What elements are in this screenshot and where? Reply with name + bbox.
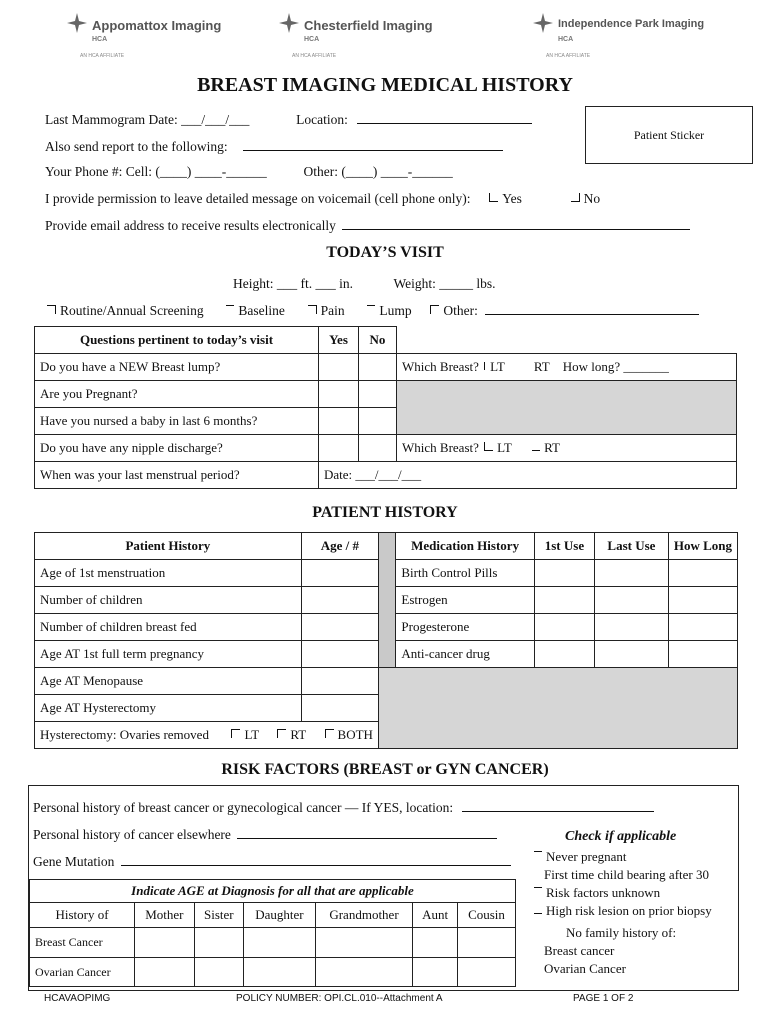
med-progesterone: Progesterone <box>396 614 534 641</box>
location-field[interactable] <box>357 111 532 124</box>
star-logo-icon <box>278 12 300 34</box>
personal-history-row <box>33 799 654 816</box>
rt-checkbox[interactable] <box>532 442 540 451</box>
ovarian-cancer-row-label: Ovarian Cancer <box>30 958 135 987</box>
sister-header: Sister <box>194 903 243 928</box>
phone-row <box>45 164 453 180</box>
no-header: No <box>359 327 397 354</box>
age-header: Age / # <box>301 533 378 560</box>
daughter-header: Daughter <box>243 903 315 928</box>
history-menstruation: Age of 1st menstruation <box>35 560 302 587</box>
also-send-row <box>45 138 503 155</box>
family-ovarian-cancer[interactable]: Ovarian Cancer <box>544 961 626 976</box>
height-field[interactable]: Height: ___ ft. ___ in. <box>233 276 353 291</box>
ovary-rt-checkbox[interactable] <box>277 729 286 738</box>
history-hysterectomy: Age AT Hysterectomy <box>35 695 302 722</box>
elsewhere-row <box>33 826 497 843</box>
yes-cell[interactable] <box>319 354 359 381</box>
other-phone-field[interactable]: Other: (____) ____-______ <box>303 164 453 179</box>
grandmother-header: Grandmother <box>315 903 412 928</box>
other-reason-field[interactable] <box>485 302 699 315</box>
star-logo-icon <box>66 12 88 34</box>
no-cell[interactable] <box>359 435 397 462</box>
no-cell[interactable] <box>359 381 397 408</box>
other-checkbox[interactable] <box>430 305 439 314</box>
todays-visit-heading: TODAY’S VISIT <box>326 244 444 261</box>
check-risk-unknown[interactable]: Risk factors unknown <box>532 884 712 902</box>
history-breast-fed: Number of children breast fed <box>35 614 302 641</box>
also-send-field[interactable] <box>243 138 503 151</box>
voicemail-permission-label: I provide permission to leave detailed message on voicemail (cell phone only): <box>45 191 471 206</box>
last-mammogram-row <box>45 111 532 128</box>
yes-cell[interactable] <box>319 408 359 435</box>
weight-field[interactable]: Weight: _____ lbs. <box>393 276 496 291</box>
no-checkbox[interactable] <box>571 193 580 202</box>
question-new-lump: Do you have a NEW Breast lump? <box>35 354 319 381</box>
question-nursed: Have you nursed a baby in last 6 months? <box>35 408 319 435</box>
yes-checkbox[interactable] <box>489 193 498 202</box>
history-first-pregnancy: Age AT 1st full term pregnancy <box>35 641 302 668</box>
footer-page: PAGE 1 OF 2 <box>573 993 634 1004</box>
cancer-location-field[interactable] <box>462 799 654 812</box>
lt-checkbox[interactable] <box>484 442 493 451</box>
no-cell[interactable] <box>359 408 397 435</box>
age-cell[interactable] <box>301 695 378 722</box>
age-cell[interactable] <box>301 614 378 641</box>
risk-checklist <box>532 848 712 920</box>
family-breast-cancer[interactable]: Breast cancer <box>544 943 615 958</box>
email-field[interactable] <box>342 217 690 230</box>
gene-mutation-label: Gene Mutation <box>33 854 115 869</box>
yes-cell[interactable] <box>319 435 359 462</box>
patient-history-header: Patient History <box>35 533 302 560</box>
age-cell[interactable] <box>301 587 378 614</box>
footer-policy: POLICY NUMBER: OPI.CL.010--Attachment A <box>236 993 443 1004</box>
no-cell[interactable] <box>359 354 397 381</box>
baseline-checkbox[interactable] <box>226 305 234 314</box>
date-cell[interactable]: Date: ___/___/___ <box>319 462 737 489</box>
family-history-label: No family history of: <box>566 925 677 940</box>
age-cell[interactable] <box>301 668 378 695</box>
aunt-header: Aunt <box>413 903 458 928</box>
med-estrogen: Estrogen <box>396 587 534 614</box>
visit-questions-table <box>34 326 737 489</box>
shaded-cell <box>378 668 737 749</box>
question-pregnant: Are you Pregnant? <box>35 381 319 408</box>
gene-mutation-row <box>33 853 511 870</box>
breast-cancer-row-label: Breast Cancer <box>30 928 135 958</box>
also-send-label: Also send report to the following: <box>45 139 228 154</box>
yes-header: Yes <box>319 327 359 354</box>
age-cell[interactable] <box>301 641 378 668</box>
table-row <box>30 958 516 987</box>
shaded-cell <box>397 381 737 435</box>
med-anti-cancer: Anti-cancer drug <box>396 641 534 668</box>
question-nipple-discharge: Do you have any nipple discharge? <box>35 435 319 462</box>
last-use-header: Last Use <box>595 533 669 560</box>
risk-factors-heading: RISK FACTORS (BREAST or GYN CANCER) <box>221 761 549 778</box>
table-row <box>35 435 737 462</box>
yes-cell[interactable] <box>319 381 359 408</box>
age-diagnosis-heading: Indicate AGE at Diagnosis for all that are applicable <box>30 880 516 903</box>
height-weight-row <box>233 276 496 292</box>
personal-history-label: Personal history of breast cancer or gynecological cancer — If YES, location: <box>33 800 454 815</box>
patient-history-heading: PATIENT HISTORY <box>312 504 458 521</box>
history-children: Number of children <box>35 587 302 614</box>
routine-checkbox[interactable] <box>47 305 56 314</box>
table-row <box>35 354 737 381</box>
which-breast-cell: Which Breast? LT RT How long? _______ <box>397 354 737 381</box>
history-of-header: History of <box>30 903 135 928</box>
last-mammogram-label: Last Mammogram Date: ___/___/___ <box>45 112 250 127</box>
patient-history-table <box>34 532 738 749</box>
lump-checkbox[interactable] <box>367 305 375 314</box>
check-applicable-heading: Check if applicable <box>565 829 677 844</box>
table-row <box>35 462 737 489</box>
table-row <box>30 928 516 958</box>
table-row <box>35 381 737 408</box>
mother-header: Mother <box>134 903 194 928</box>
medication-header: Medication History <box>396 533 534 560</box>
elsewhere-field[interactable] <box>237 826 497 839</box>
check-first-child-after-30[interactable]: First time child bearing after 30 <box>544 867 709 882</box>
age-cell[interactable] <box>301 560 378 587</box>
elsewhere-label: Personal history of cancer elsewhere <box>33 827 231 842</box>
cousin-header: Cousin <box>457 903 515 928</box>
check-never-pregnant[interactable]: Never pregnant <box>532 848 712 866</box>
check-high-risk-lesion[interactable]: High risk lesion on prior biopsy <box>532 902 712 920</box>
cell-phone-field[interactable]: Your Phone #: Cell: (____) ____-______ <box>45 164 267 179</box>
gene-mutation-field[interactable] <box>121 853 511 866</box>
patient-sticker-box: Patient Sticker <box>585 106 753 164</box>
page-title: BREAST IMAGING MEDICAL HISTORY <box>197 74 573 96</box>
family-history-table <box>29 879 516 987</box>
question-menstrual: When was your last menstrual period? <box>35 462 319 489</box>
email-row <box>45 217 690 234</box>
lt-checkbox[interactable] <box>484 362 486 370</box>
visit-reason-row: Routine/Annual Screening Baseline Pain Lump Other: <box>45 302 699 319</box>
ovaries-removed-cell: Hysterectomy: Ovaries removed LT RT BOTH <box>35 722 379 749</box>
how-long-field[interactable]: How long? _______ <box>562 359 669 374</box>
ovary-lt-checkbox[interactable] <box>231 729 240 738</box>
star-logo-icon <box>532 12 554 34</box>
footer-code: HCAVAOPIMG <box>44 993 111 1004</box>
questions-header: Questions pertinent to today’s visit <box>35 327 319 354</box>
location-label: Location: <box>296 112 348 127</box>
table-row <box>35 668 738 695</box>
pain-checkbox[interactable] <box>308 305 317 314</box>
ovary-both-checkbox[interactable] <box>325 729 334 738</box>
which-breast-cell: Which Breast? LT RT <box>397 435 737 462</box>
voicemail-permission-row: I provide permission to leave detailed message on voicemail (cell phone only): Yes No <box>45 191 601 206</box>
family-history-list <box>544 942 626 978</box>
history-menopause: Age AT Menopause <box>35 668 302 695</box>
how-long-header: How Long <box>668 533 737 560</box>
first-use-header: 1st Use <box>534 533 594 560</box>
email-label: Provide email address to receive results electronically <box>45 218 336 233</box>
med-birth-control: Birth Control Pills <box>396 560 534 587</box>
